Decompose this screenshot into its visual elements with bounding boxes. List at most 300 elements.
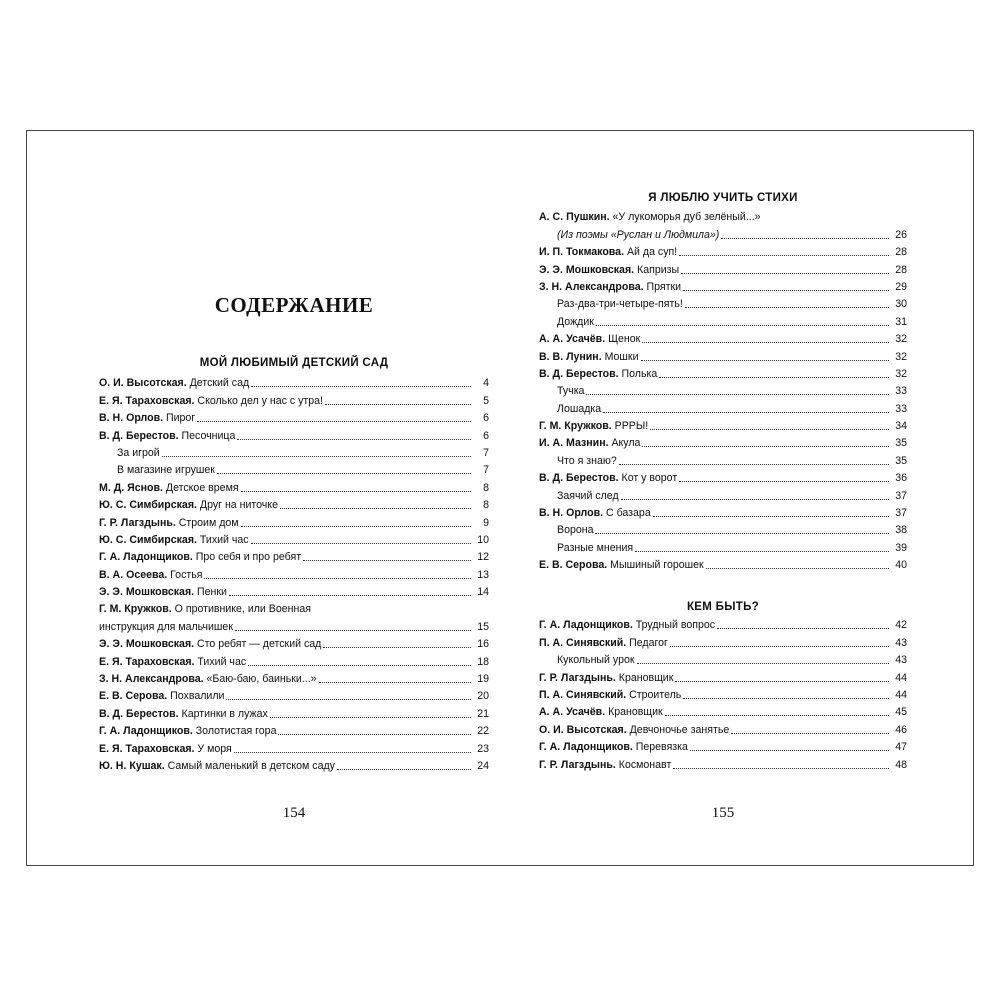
toc-entry-title: Дождик (557, 315, 594, 328)
toc-entry-author: М. Д. Яснов. (99, 481, 163, 494)
toc-entry (99, 582, 489, 599)
toc-entry-page: 7 (483, 464, 489, 477)
toc-entry-page: 6 (483, 412, 489, 425)
toc-entry (539, 416, 907, 433)
toc-dot-leader (650, 429, 889, 430)
toc-entry-page: 36 (895, 472, 907, 485)
toc-dot-leader (665, 715, 889, 716)
toc-entry-title: Крановщик (615, 671, 674, 684)
toc-dot-leader (323, 647, 471, 648)
toc-entry-page: 42 (895, 619, 907, 632)
section-title-professions: КЕМ БЫТЬ? (686, 601, 759, 613)
toc-entry-title: Золотистая гора (192, 725, 277, 738)
toc-dot-leader (226, 699, 471, 700)
toc-entry-text (539, 472, 677, 485)
toc-entry-author: О. И. Высотская. (99, 377, 187, 390)
toc-entry-author: В. Д. Берестов. (539, 472, 619, 485)
toc-entry-title: Трудный вопрос (632, 619, 716, 632)
toc-entry-text (539, 298, 683, 311)
toc-dot-leader (197, 421, 471, 422)
toc-entry-text (539, 524, 593, 537)
toc-entry-text (99, 621, 233, 634)
toc-entry-title: Что я знаю? (557, 454, 617, 467)
toc-entry (539, 702, 907, 719)
toc-entry (539, 329, 907, 346)
toc-entry-text (539, 368, 657, 381)
toc-entry-text (539, 507, 651, 520)
toc-entry-title: За игрой (117, 446, 160, 459)
toc-entry (539, 364, 907, 381)
toc-entry-title: Пирог (163, 412, 196, 425)
toc-entry-page: 35 (895, 437, 907, 450)
toc-entry (99, 651, 489, 668)
toc-dot-leader (635, 551, 889, 552)
toc-entry-text (99, 430, 235, 443)
toc-entry (539, 555, 907, 572)
toc-dot-leader (235, 630, 471, 631)
toc-entry (539, 737, 907, 754)
toc-entry-text (539, 706, 663, 719)
toc-entry (99, 425, 489, 442)
toc-entry (99, 530, 489, 547)
toc-entry-title: Про себя и про ребят (192, 551, 302, 564)
toc-entry (99, 669, 489, 686)
toc-entry-page: 30 (895, 298, 907, 311)
toc-entry-page: 33 (895, 385, 907, 398)
toc-entry (99, 547, 489, 564)
toc-entry (539, 520, 907, 537)
toc-entry-author: И. А. Мазнин. (539, 437, 609, 450)
toc-entry (539, 433, 907, 450)
toc-entry-title: Строим дом (175, 516, 239, 529)
toc-entry-title: Мышиный горошек (607, 559, 704, 572)
toc-entry (99, 703, 489, 720)
toc-entry-text (539, 637, 668, 650)
toc-entry-page: 32 (895, 350, 907, 363)
toc-dot-leader (217, 473, 471, 474)
toc-entry-title: Пенки (194, 586, 227, 599)
toc-entry-author: Е. В. Серова. (99, 690, 168, 703)
toc-entry-title: Друг на ниточке (196, 499, 278, 512)
toc-entry-page: 37 (895, 507, 907, 520)
toc-entry-text (99, 743, 232, 756)
toc-entry-text (539, 281, 681, 294)
toc-entry-page: 16 (477, 638, 489, 651)
toc-entry (539, 242, 907, 259)
toc-entry (539, 754, 907, 771)
toc-entry-text (99, 377, 249, 390)
toc-entry-title: Полька (618, 367, 658, 380)
toc-entry-text (539, 672, 673, 685)
toc-entry-title: Сколько дел у нас с утра! (194, 394, 323, 407)
toc-entry-text (539, 689, 681, 702)
toc-dot-leader (278, 734, 471, 735)
toc-dot-leader (685, 307, 889, 308)
book-spread (26, 130, 974, 866)
toc-dot-leader (248, 665, 471, 666)
toc-dot-leader (595, 533, 889, 534)
toc-entry-text (539, 542, 633, 555)
toc-entry (539, 503, 907, 520)
toc-entry-title: Перевязка (632, 741, 688, 754)
toc-entry-author: Г. Р. Лагздынь. (99, 516, 176, 529)
toc-dot-leader (653, 516, 889, 517)
toc-dot-leader (683, 290, 889, 291)
toc-entry-text (539, 559, 704, 572)
section-title-poems: Я ЛЮБЛЮ УЧИТЬ СТИХИ (648, 192, 798, 204)
toc-entry-title: Тихий час (196, 533, 249, 546)
toc-entry (99, 390, 489, 407)
toc-entry-page: 20 (477, 690, 489, 703)
toc-entry-text (539, 333, 640, 346)
toc-entry-author: В. В. Лунин. (539, 350, 602, 363)
toc-entry-author: А. А. Усачёв. (539, 333, 606, 346)
toc-entry-page: 31 (895, 315, 907, 328)
toc-entry-title: Детский сад (186, 377, 250, 390)
toc-entry-author: Е. В. Серова. (539, 559, 608, 572)
toc-dot-leader (637, 663, 889, 664)
toc-entry-page: 46 (895, 723, 907, 736)
toc-entry-title: Прятки (643, 280, 682, 293)
toc-entry-text (539, 264, 679, 277)
toc-entry-page: 18 (477, 655, 489, 668)
toc-entry-author: В. Д. Берестов. (99, 707, 179, 720)
toc-entry-author: Г. Р. Лагздынь. (539, 758, 616, 771)
toc-dot-leader (337, 769, 471, 770)
toc-entry-author: П. А. Синявский. (539, 688, 627, 701)
toc-entry-page: 6 (483, 429, 489, 442)
toc-entry-title: Строитель (626, 688, 682, 701)
toc-entry-text (539, 246, 677, 259)
toc-entry-text (539, 741, 688, 754)
toc-dot-leader (683, 698, 889, 699)
toc-entry-text (99, 395, 323, 408)
toc-entry-text (539, 351, 639, 364)
toc-entry-author: А. А. Усачёв. (539, 706, 606, 719)
toc-entry-title: В магазине игрушек (117, 464, 215, 477)
toc-entry-title: «Баю-баю, баиньки...» (203, 673, 317, 686)
toc-entry-page: 19 (477, 673, 489, 686)
toc-entry-text (539, 759, 671, 772)
toc-entry-author: В. Н. Орлов. (539, 507, 604, 520)
toc-entry (99, 373, 489, 390)
toc-entry-author: Е. Я. Тараховская. (99, 655, 195, 668)
toc-entry-author: В. Д. Берестов. (539, 367, 619, 380)
toc-entry (539, 294, 907, 311)
toc-entry (99, 616, 489, 633)
toc-entry-title: Ворона (557, 524, 594, 537)
toc-dot-leader (675, 681, 889, 682)
toc-entry (99, 721, 489, 738)
toc-entry-page: 43 (895, 636, 907, 649)
toc-entry-text (539, 420, 648, 433)
toc-entry-text (539, 403, 601, 416)
toc-entry-author: П. А. Синявский. (539, 636, 627, 649)
toc-dot-leader (673, 768, 889, 769)
toc-entry-title: Гостья (167, 568, 203, 581)
toc-entry-text (99, 482, 239, 495)
page-number-left: 154 (282, 805, 306, 821)
toc-entry (539, 685, 907, 702)
toc-entry-page: 4 (483, 377, 489, 390)
toc-entry (99, 512, 489, 529)
toc-entry-page: 45 (895, 706, 907, 719)
toc-entry-text (99, 517, 239, 530)
toc-dot-leader (670, 646, 889, 647)
toc-entry-title: С базара (603, 507, 651, 520)
toc-entry-text (99, 534, 249, 547)
toc-entry (99, 738, 489, 755)
toc-entry-text (539, 619, 715, 632)
toc-entry-page: 15 (477, 620, 489, 633)
toc-entry-text (539, 654, 635, 667)
toc-entry (539, 615, 907, 632)
toc-dot-leader (241, 526, 471, 527)
toc-entry-author: З. Н. Александрова. (539, 280, 644, 293)
toc-list-professions (539, 615, 907, 772)
toc-dot-leader (303, 560, 471, 561)
toc-dot-leader (162, 456, 471, 457)
toc-entry-text (99, 569, 202, 582)
toc-entry-title: Похвалили (167, 690, 225, 703)
toc-entry (99, 634, 489, 651)
toc-entry-page: 26 (895, 228, 907, 241)
toc-entry-title: Разные мнения (557, 541, 634, 554)
toc-entry (99, 599, 489, 616)
toc-entry-text (99, 760, 335, 773)
toc-entry-page: 5 (483, 394, 489, 407)
toc-dot-leader (706, 568, 889, 569)
toc-entry-title: Ай да суп! (624, 246, 678, 259)
toc-entry-author: Э. Э. Мошковская. (539, 263, 635, 276)
toc-entry-author: В. А. Осеева. (99, 568, 168, 581)
toc-entry (539, 667, 907, 684)
toc-entry-page: 48 (895, 758, 907, 771)
toc-entry-text (99, 708, 268, 721)
toc-entry-text (539, 316, 594, 329)
toc-entry-page: 43 (895, 654, 907, 667)
toc-dot-leader (270, 717, 471, 718)
toc-entry-author: О. И. Высотская. (539, 723, 627, 736)
toc-dot-leader (241, 491, 471, 492)
toc-entry-title: Акула (608, 437, 641, 450)
toc-entry-page: 37 (895, 489, 907, 502)
toc-entry-author: В. Д. Берестов. (99, 429, 179, 442)
toc-entry (99, 460, 489, 477)
toc-list-poems (539, 207, 907, 572)
toc-entry-author: Г. А. Ладонщиков. (99, 551, 193, 564)
toc-dot-leader (280, 508, 471, 509)
toc-entry-page: 21 (477, 707, 489, 720)
toc-entry-text (99, 464, 215, 477)
toc-entry-author: Ю. С. Симбирская. (99, 499, 197, 512)
toc-entry (539, 650, 907, 667)
toc-entry (539, 468, 907, 485)
toc-entry-author: Г. А. Ладонщиков. (99, 725, 193, 738)
toc-entry-page: 28 (895, 246, 907, 259)
toc-entry-text (99, 656, 246, 669)
toc-entry-author: В. Н. Орлов. (99, 412, 164, 425)
toc-entry-title: Тихий час (194, 655, 247, 668)
toc-dot-leader (251, 386, 471, 387)
toc-entry-text (99, 690, 224, 703)
toc-entry-title: Космонавт (615, 758, 672, 771)
toc-dot-leader (237, 439, 471, 440)
toc-entry-page: 40 (895, 559, 907, 572)
toc-entry-page: 28 (895, 263, 907, 276)
toc-entry-author: А. С. Пушкин. (539, 211, 610, 224)
toc-entry-page: 23 (477, 742, 489, 755)
toc-dot-leader (731, 733, 889, 734)
toc-entry-text (99, 603, 311, 616)
toc-dot-leader (642, 446, 889, 447)
toc-entry-title: О противнике, или Военная (171, 603, 311, 616)
toc-entry-title: Девчоночье занятье (626, 723, 730, 736)
toc-entry-text (99, 586, 227, 599)
right-page (539, 131, 907, 865)
toc-entry (99, 564, 489, 581)
toc-entry-author: Г. М. Кружков. (99, 603, 172, 616)
toc-entry-title: Самый маленький в детском саду (164, 759, 335, 772)
toc-entry-page: 22 (477, 725, 489, 738)
toc-entry-title: Кукольный урок (557, 654, 635, 667)
toc-dot-leader (721, 238, 889, 239)
toc-entry-page: 38 (895, 524, 907, 537)
toc-entry (539, 381, 907, 398)
toc-entry-page: 39 (895, 541, 907, 554)
toc-dot-leader (641, 360, 890, 361)
toc-dot-leader (621, 499, 889, 500)
toc-entry-title: Тучка (557, 385, 585, 398)
toc-list-kindergarten (99, 373, 489, 773)
toc-entry-author: Г. М. Кружков. (539, 420, 612, 433)
toc-entry-page: 32 (895, 367, 907, 380)
section-title-kindergarten: МОЙ ЛЮБИМЫЙ ДЕТСКИЙ САД (199, 357, 389, 369)
toc-entry (99, 756, 489, 773)
toc-entry-page: 35 (895, 454, 907, 467)
toc-entry-text (99, 447, 160, 460)
toc-entry (99, 443, 489, 460)
toc-entry-text (99, 499, 278, 512)
toc-entry-text (539, 385, 584, 398)
toc-entry-page: 44 (895, 671, 907, 684)
toc-entry (99, 408, 489, 425)
toc-entry-author: Г. А. Ладонщиков. (539, 741, 633, 754)
toc-dot-leader (642, 342, 889, 343)
toc-entry (539, 346, 907, 363)
toc-entry-text (539, 437, 640, 450)
toc-entry (539, 632, 907, 649)
toc-entry (539, 450, 907, 467)
toc-entry-author: Ю. С. Симбирская. (99, 533, 197, 546)
toc-entry-text (539, 724, 729, 737)
toc-entry-page: 24 (477, 759, 489, 772)
toc-entry (539, 485, 907, 502)
toc-dot-leader (690, 750, 889, 751)
toc-entry-page: 32 (895, 333, 907, 346)
toc-entry (539, 311, 907, 328)
toc-dot-leader (204, 578, 471, 579)
toc-dot-leader (596, 325, 889, 326)
toc-entry-page: 9 (483, 516, 489, 529)
toc-entry (539, 719, 907, 736)
toc-entry (99, 495, 489, 512)
toc-entry-page: 14 (477, 586, 489, 599)
toc-entry-text (539, 211, 761, 224)
toc-dot-leader (325, 404, 471, 405)
toc-dot-leader (229, 595, 471, 596)
toc-entry (539, 207, 907, 224)
toc-entry-title: Крановщик (605, 706, 663, 719)
toc-entry-title: Раз-два-три-четыре-пять! (557, 298, 683, 311)
page-number-right: 155 (711, 805, 735, 821)
toc-entry-page: 34 (895, 420, 907, 433)
toc-entry (539, 259, 907, 276)
toc-entry-title: Детское время (162, 481, 239, 494)
toc-entry-title: Заячий след (557, 489, 619, 502)
toc-entry-page: 10 (477, 533, 489, 546)
toc-entry-author: Г. Р. Лагздынь. (539, 671, 616, 684)
toc-entry-page: 7 (483, 446, 489, 459)
toc-entry-text (99, 638, 321, 651)
toc-entry-title: Капризы (634, 263, 680, 276)
toc-entry-page: 29 (895, 280, 907, 293)
toc-dot-leader (659, 377, 889, 378)
toc-entry-title: Сто ребят — детский сад (194, 638, 322, 651)
toc-dot-leader (679, 255, 889, 256)
toc-entry-page: 33 (895, 402, 907, 415)
toc-entry-text (99, 412, 195, 425)
toc-dot-leader (251, 543, 471, 544)
toc-entry-page: 44 (895, 688, 907, 701)
toc-dot-leader (603, 412, 889, 413)
toc-dot-leader (717, 628, 889, 629)
toc-entry-title: У моря (194, 742, 232, 755)
toc-entry-title: Песочница (178, 429, 236, 442)
toc-entry (539, 224, 907, 241)
toc-entry-text (99, 725, 276, 738)
toc-dot-leader (319, 682, 471, 683)
toc-entry-title: инструкция для мальчишек (99, 620, 233, 633)
toc-entry-author: Э. Э. Мошковская. (99, 638, 195, 651)
toc-entry (99, 477, 489, 494)
toc-entry-page: 8 (483, 499, 489, 512)
toc-dot-leader (586, 394, 889, 395)
toc-entry (539, 537, 907, 554)
toc-entry-text (99, 673, 317, 686)
toc-dot-leader (619, 464, 889, 465)
toc-entry-title: «У лукоморья дуб зелёный...» (609, 211, 761, 224)
toc-entry (99, 686, 489, 703)
toc-entry-page: 47 (895, 741, 907, 754)
left-page (99, 131, 489, 865)
toc-entry-author: Э. Э. Мошковская. (99, 586, 195, 599)
toc-entry-author: Е. Я. Тараховская. (99, 742, 195, 755)
toc-entry-text (539, 490, 619, 503)
toc-entry-page: 8 (483, 481, 489, 494)
toc-dot-leader (234, 752, 471, 753)
toc-entry (539, 277, 907, 294)
toc-entry-title: Кот у ворот (618, 472, 678, 485)
toc-entry-title: Картинки в лужах (178, 707, 268, 720)
toc-dot-leader (681, 273, 889, 274)
toc-entry-text (539, 455, 617, 468)
toc-entry-title: Лошадка (557, 402, 602, 415)
toc-entry (539, 398, 907, 415)
contents-title: СОДЕРЖАНИЕ (214, 293, 374, 317)
toc-entry-title: РРРЫ! (611, 420, 649, 433)
toc-entry-author: Е. Я. Тараховская. (99, 394, 195, 407)
